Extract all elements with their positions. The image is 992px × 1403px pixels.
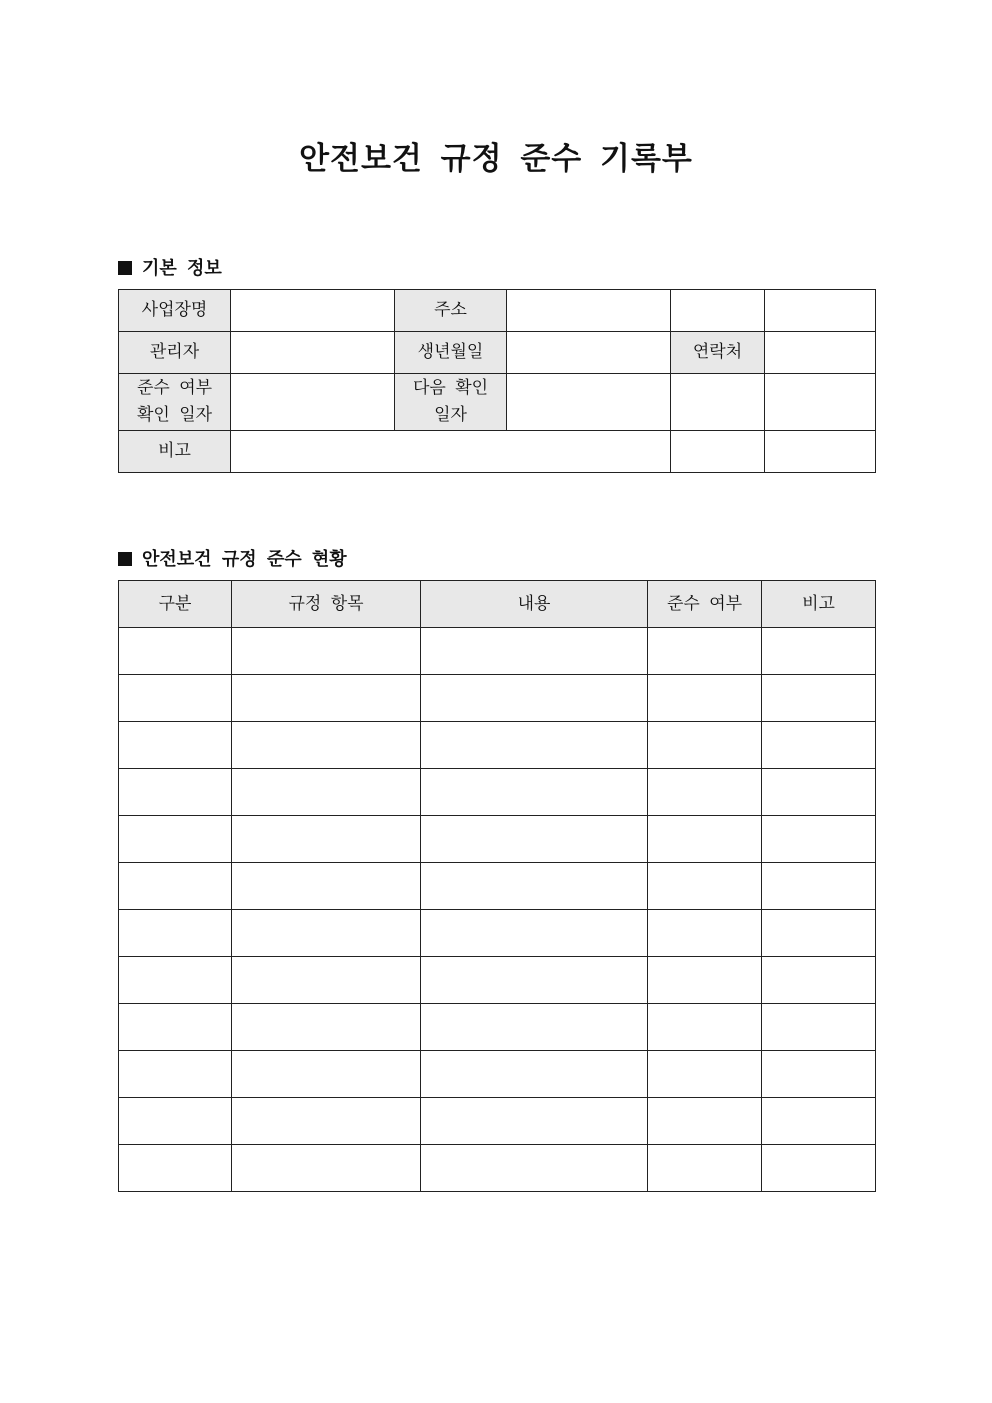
remarks-cell[interactable]	[762, 910, 876, 957]
column-header-compliance: 준수 여부	[648, 581, 762, 628]
table-row	[119, 1098, 876, 1145]
rule-item-cell[interactable]	[232, 628, 421, 675]
remarks-cell[interactable]	[762, 769, 876, 816]
remarks-field[interactable]	[231, 431, 671, 473]
label-manager: 관리자	[119, 332, 231, 374]
remarks-cell[interactable]	[762, 1098, 876, 1145]
blank-field[interactable]	[671, 374, 765, 431]
category-cell[interactable]	[119, 1098, 232, 1145]
content-cell[interactable]	[421, 957, 648, 1004]
compliance-cell[interactable]	[648, 910, 762, 957]
label-check-date-line1: 준수 여부	[136, 378, 213, 398]
table-row	[119, 332, 876, 374]
basic-info-table	[118, 289, 876, 473]
label-address: 주소	[395, 290, 507, 332]
category-cell[interactable]	[119, 863, 232, 910]
rule-item-cell[interactable]	[232, 1145, 421, 1192]
compliance-cell[interactable]	[648, 675, 762, 722]
column-header-content: 내용	[421, 581, 648, 628]
blank-field-2[interactable]	[765, 431, 876, 473]
remarks-cell[interactable]	[762, 1004, 876, 1051]
column-header-remarks: 비고	[762, 581, 876, 628]
category-cell[interactable]	[119, 816, 232, 863]
rule-item-cell[interactable]	[232, 957, 421, 1004]
remarks-cell[interactable]	[762, 722, 876, 769]
compliance-cell[interactable]	[648, 1145, 762, 1192]
contact-field[interactable]	[765, 332, 876, 374]
rule-item-cell[interactable]	[232, 722, 421, 769]
section-heading-text: 기본 정보	[142, 258, 222, 279]
remarks-cell[interactable]	[762, 1145, 876, 1192]
business-name-field[interactable]	[231, 290, 395, 332]
label-remarks: 비고	[119, 431, 231, 473]
compliance-cell[interactable]	[648, 816, 762, 863]
compliance-cell[interactable]	[648, 1004, 762, 1051]
table-row	[119, 374, 876, 431]
table-row	[119, 1004, 876, 1051]
content-cell[interactable]	[421, 675, 648, 722]
table-row	[119, 431, 876, 473]
section-heading-text: 안전보건 규정 준수 현황	[142, 549, 347, 570]
table-row	[119, 722, 876, 769]
rule-item-cell[interactable]	[232, 1051, 421, 1098]
label-check-date	[119, 374, 231, 431]
remarks-cell[interactable]	[762, 1051, 876, 1098]
table-row	[119, 769, 876, 816]
square-bullet-icon	[118, 261, 132, 275]
manager-field[interactable]	[231, 332, 395, 374]
table-header-row	[119, 581, 876, 628]
address-extra-field-2[interactable]	[765, 290, 876, 332]
table-row	[119, 910, 876, 957]
label-birth-date: 생년월일	[395, 332, 507, 374]
next-check-field[interactable]	[507, 374, 671, 431]
category-cell[interactable]	[119, 910, 232, 957]
blank-field[interactable]	[671, 431, 765, 473]
rule-item-cell[interactable]	[232, 910, 421, 957]
category-cell[interactable]	[119, 1051, 232, 1098]
category-cell[interactable]	[119, 1145, 232, 1192]
compliance-cell[interactable]	[648, 769, 762, 816]
birth-date-field[interactable]	[507, 332, 671, 374]
content-cell[interactable]	[421, 863, 648, 910]
rule-item-cell[interactable]	[232, 863, 421, 910]
remarks-cell[interactable]	[762, 863, 876, 910]
compliance-cell[interactable]	[648, 1051, 762, 1098]
check-date-field[interactable]	[231, 374, 395, 431]
rule-item-cell[interactable]	[232, 1004, 421, 1051]
label-contact: 연락처	[671, 332, 765, 374]
label-next-check-line2: 일자	[434, 405, 467, 425]
compliance-cell[interactable]	[648, 1098, 762, 1145]
compliance-cell[interactable]	[648, 722, 762, 769]
content-cell[interactable]	[421, 769, 648, 816]
table-row	[119, 675, 876, 722]
section-heading-compliance	[118, 545, 347, 571]
content-cell[interactable]	[421, 816, 648, 863]
table-row	[119, 863, 876, 910]
category-cell[interactable]	[119, 769, 232, 816]
remarks-cell[interactable]	[762, 957, 876, 1004]
square-bullet-icon	[118, 552, 132, 566]
remarks-cell[interactable]	[762, 628, 876, 675]
column-header-category: 구분	[119, 581, 232, 628]
table-row	[119, 1051, 876, 1098]
address-field[interactable]	[507, 290, 671, 332]
category-cell[interactable]	[119, 1004, 232, 1051]
compliance-table	[118, 580, 876, 1192]
label-check-date-line2: 확인 일자	[136, 405, 213, 425]
category-cell[interactable]	[119, 628, 232, 675]
content-cell[interactable]	[421, 722, 648, 769]
page-title: 안전보건 규정 준수 기록부	[299, 141, 693, 177]
label-business-name: 사업장명	[119, 290, 231, 332]
table-row	[119, 957, 876, 1004]
content-cell[interactable]	[421, 1051, 648, 1098]
address-extra-field[interactable]	[671, 290, 765, 332]
content-cell[interactable]	[421, 628, 648, 675]
table-row	[119, 628, 876, 675]
rule-item-cell[interactable]	[232, 675, 421, 722]
table-row	[119, 1145, 876, 1192]
remarks-cell[interactable]	[762, 675, 876, 722]
blank-field-2[interactable]	[765, 374, 876, 431]
compliance-cell[interactable]	[648, 957, 762, 1004]
rule-item-cell[interactable]	[232, 1098, 421, 1145]
content-cell[interactable]	[421, 1098, 648, 1145]
content-cell[interactable]	[421, 1004, 648, 1051]
table-row	[119, 816, 876, 863]
section-heading-basic-info	[118, 254, 222, 280]
table-row	[119, 290, 876, 332]
compliance-cell[interactable]	[648, 628, 762, 675]
rule-item-cell[interactable]	[232, 769, 421, 816]
remarks-cell[interactable]	[762, 816, 876, 863]
category-cell[interactable]	[119, 675, 232, 722]
content-cell[interactable]	[421, 1145, 648, 1192]
rule-item-cell[interactable]	[232, 816, 421, 863]
content-cell[interactable]	[421, 910, 648, 957]
column-header-rule-item: 규정 항목	[232, 581, 421, 628]
label-next-check	[395, 374, 507, 431]
compliance-cell[interactable]	[648, 863, 762, 910]
category-cell[interactable]	[119, 957, 232, 1004]
label-next-check-line1: 다음 확인	[412, 378, 489, 398]
category-cell[interactable]	[119, 722, 232, 769]
